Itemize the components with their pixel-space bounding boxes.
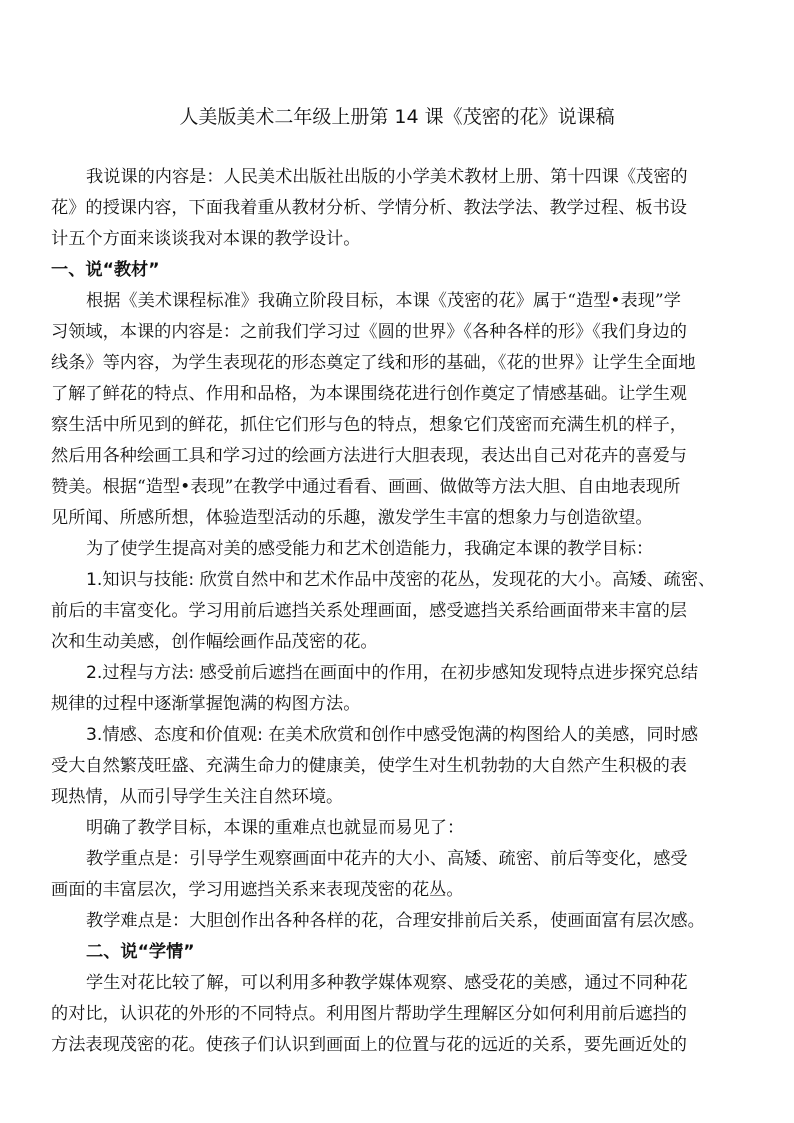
body-line: 明确了教学目标，本课的重难点也就显而易见了： [86,818,465,838]
body-line: 的对比，认识花的外形的不同特点。利用图片帮助学生理解区分如何利用前后遮挡的 [51,1004,687,1024]
objective-line: 1.知识与技能: 欣赏自然中和艺术作品中茂密的花丛，发现花的大小。高矮、疏密、 [86,570,716,590]
body-line: 现热情，从而引导学生关注自然环境。 [51,787,344,807]
body-line: 教学难点是：大胆创作出各种各样的花，合理安排前后关系，使画面富有层次感。 [86,911,705,931]
body-line: 方法表现茂密的花。使孩子们认识到画面上的位置与花的远近的关系，要先画近处的 [51,1035,687,1055]
document-body [51,162,748,1061]
body-line: 前后的丰富变化。学习用前后遮挡关系处理画面，感受遮挡关系给画面带来丰富的层 [51,601,687,621]
section-heading-students: 二、说“学情” [86,942,195,962]
objective-line: 2.过程与方法: 感受前后遮挡在画面中的作用，在初步感知发现特点进步探究总结 [86,663,699,683]
body-line: 花》的授课内容，下面我着重从教材分析、学情分析、教法学法、教学过程、板书设 [51,198,687,218]
body-line: 次和生动美感，创作幅绘画作品茂密的花。 [51,632,378,652]
body-line: 了解了鲜花的特点、作用和品格，为本课围绕花进行创作奠定了情感基础。让学生观 [51,384,687,404]
body-line: 计五个方面来谈谈我对本课的教学设计。 [51,229,361,249]
body-line: 为了使学生提高对美的感受能力和艺术创造能力，我确定本课的教学目标： [86,539,654,559]
section-heading-textbook: 一、说“教材” [51,260,160,280]
body-line: 受大自然繁茂旺盛、充满生命力的健康美，使学生对生机勃勃的大自然产生积极的表 [51,756,687,776]
body-line: 赞美。根据“造型•表现”在教学中通过看看、画画、做做等方法大胆、自由地表现所 [51,477,681,497]
body-line: 线条》等内容，为学生表现花的形态奠定了线和形的基础，《花的世界》让学生全面地 [51,353,696,373]
body-line: 察生活中所见到的鲜花，抓住它们形与色的特点，想象它们茂密而充满生机的样子， [51,415,687,435]
body-line: 根据《美术课程标准》我确立阶段目标，本课《茂密的花》属于“造型•表现”学 [86,291,681,311]
body-line: 然后用各种绘画工具和学习过的绘画方法进行大胆表现，表达出自己对花卉的喜爱与 [51,446,687,466]
body-line: 画面的丰富层次，学习用遮挡关系来表现茂密的花丛。 [51,880,464,900]
document-title: 人美版美术二年级上册第 14 课《茂密的花》说课稿 [179,106,615,128]
body-line: 习领域，本课的内容是：之前我们学习过《圆的世界》《各种各样的形》《我们身边的 [51,322,687,342]
body-line: 我说课的内容是：人民美术出版社出版的小学美术教材上册、第十四课《茂密的 [86,167,688,187]
body-line: 学生对花比较了解，可以利用多种教学媒体观察、感受花的美感，通过不同种花 [86,973,688,993]
objective-line: 3.情感、态度和价值观: 在美术欣赏和创作中感受饱满的构图给人的美感，同时感 [86,725,699,745]
body-line: 规律的过程中逐渐掌握饱满的构图方法。 [51,694,361,714]
body-line: 教学重点是：引导学生观察画面中花卉的大小、高矮、疏密、前后等变化，感受 [86,849,688,869]
body-line: 见所闻、所感所想，体验造型活动的乐趣，激发学生丰富的想象力与创造欲望。 [51,508,653,528]
